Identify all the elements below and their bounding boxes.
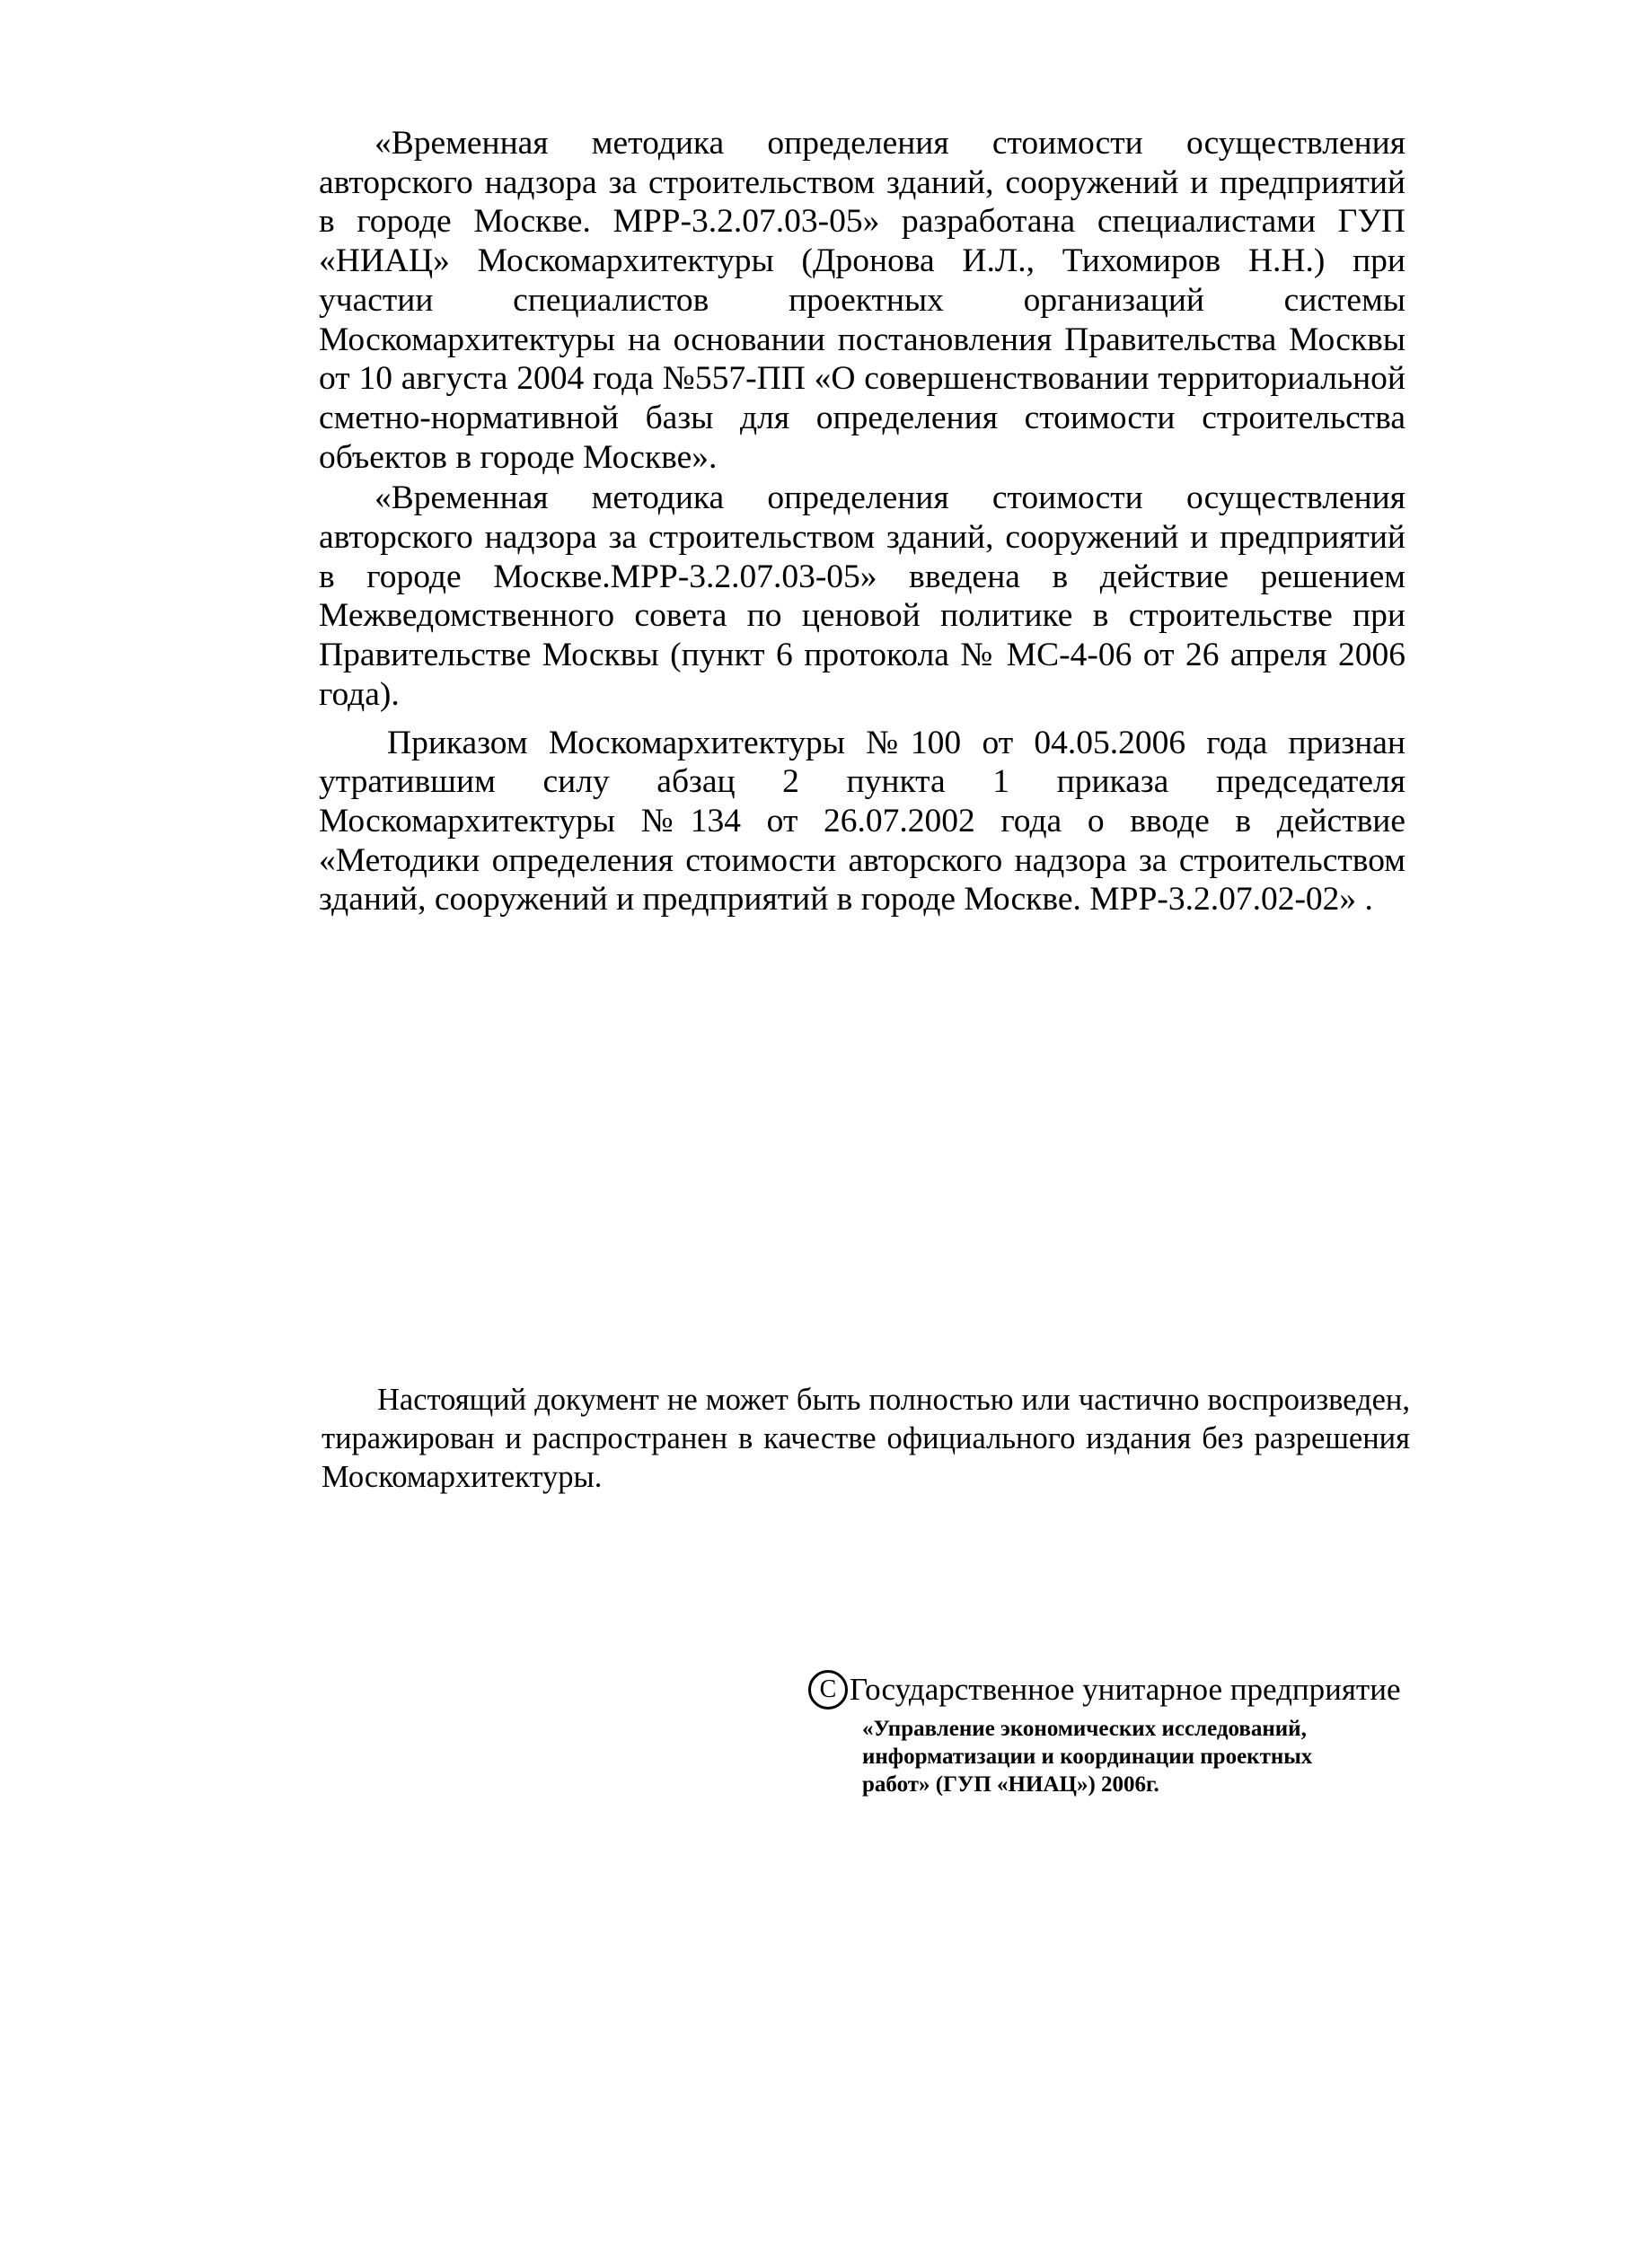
document-body xyxy=(319,124,1405,919)
copyright-details: «Управление экономических исследований, информатизации и координации проектных работ» (ГУП «НИАЦ») 2006г. xyxy=(862,1717,1313,1797)
paragraph-methodology-enacted: «Временная методика определения стоимости осуществления авторского надзора за строительством зданий, сооружений и предприятий в городе Москве.МРР-3.2.07.03-05» введена в действие решением Межведомственного совета по ценовой политике в строительстве при Правительстве Москвы (пункт 6 протокола № МС-4-06 от 26 апреля 2006 года). xyxy=(319,479,1405,713)
paragraph-order-repeal: Приказом Москомархитектуры №100 от 04.05.2006 года признан утратившим силу абзац 2 пункта 1 приказа председателя Москомархитектуры №134 от 26.07.2002 года о вводе в действие «Методики определения стоимости авторского надзора за строительством зданий, сооружений и предприятий в городе Москве. МРР-3.2.07.02-02» . xyxy=(319,724,1405,919)
reproduction-notice xyxy=(322,1381,1410,1497)
copyright-organization: Государственное унитарное предприятие xyxy=(850,1672,1401,1707)
paragraph-methodology-developed: «Временная методика определения стоимости осуществления авторского надзора за строительством зданий, сооружений и предприятий в городе Москве. МРР-3.2.07.03-05» разработана специалистами ГУП «НИАЦ» Москомархитектуры (Дронова И.Л., Тихомиров Н.Н.) при участии специалистов проектных организаций системы Москомархитектуры на основании постановления Правительства Москвы от 10 августа 2004 года №557-ПП «О совершенствовании территориальной сметно-нормативной базы для определения стоимости строительства объектов в городе Москве». xyxy=(319,125,1405,476)
reproduction-notice-text: Настоящий документ не может быть полностью или частично воспроизведен, тиражирован и распространен в качестве официального издания без разрешения Москомархитектуры. xyxy=(322,1383,1410,1494)
copyright-block xyxy=(808,1670,1428,1798)
copyright-header xyxy=(808,1670,1428,1710)
copyright-icon: C xyxy=(808,1670,848,1710)
